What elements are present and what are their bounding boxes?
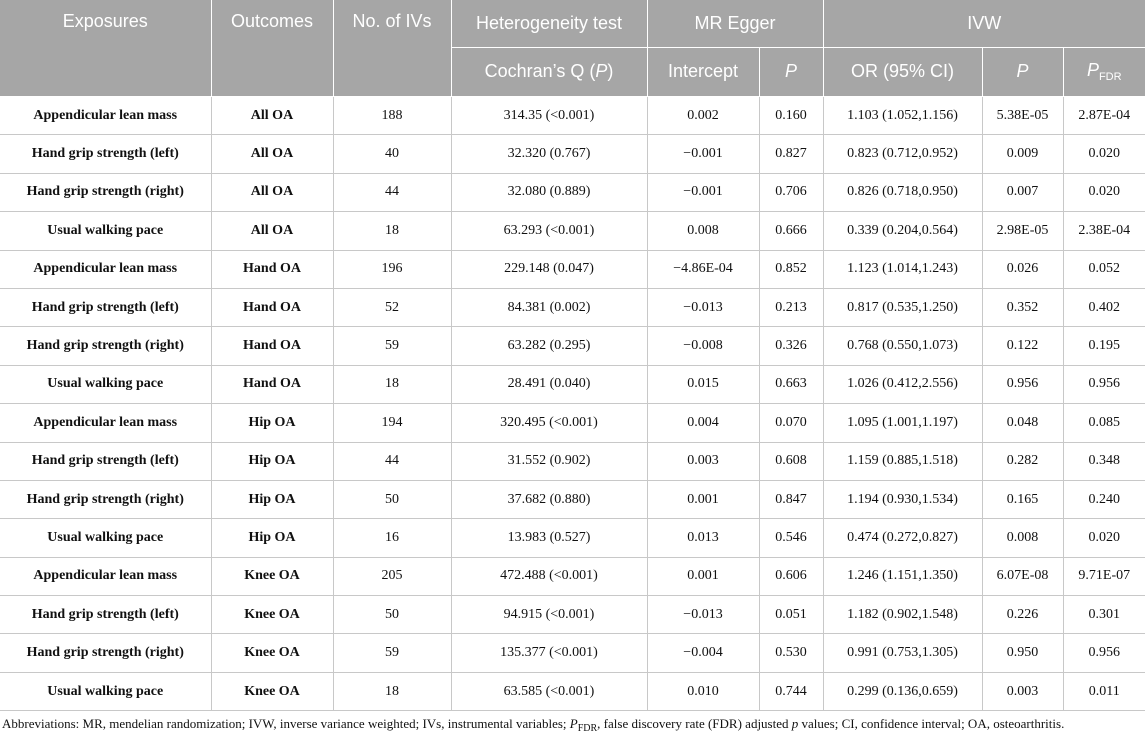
egger-p-cell: 0.530 bbox=[759, 634, 823, 672]
header-ivw-p bbox=[982, 48, 1063, 97]
cochran-q-cell: 32.320 (0.767) bbox=[451, 135, 647, 173]
ivw-p-cell: 0.352 bbox=[982, 288, 1063, 326]
intercept-cell: −0.001 bbox=[647, 173, 759, 211]
ivw-p-cell: 0.165 bbox=[982, 480, 1063, 518]
exposure-cell: Hand grip strength (right) bbox=[0, 327, 211, 365]
exposure-cell: Appendicular lean mass bbox=[0, 97, 211, 135]
table-row bbox=[0, 634, 1145, 672]
num-ivs-cell: 44 bbox=[333, 442, 451, 480]
table-row bbox=[0, 97, 1145, 135]
ivw-p-cell: 0.048 bbox=[982, 404, 1063, 442]
egger-p-cell: 0.852 bbox=[759, 250, 823, 288]
outcome-cell: Hand OA bbox=[211, 250, 333, 288]
p-fdr-cell: 2.38E-04 bbox=[1063, 212, 1145, 250]
intercept-cell: 0.001 bbox=[647, 480, 759, 518]
egger-p-cell: 0.706 bbox=[759, 173, 823, 211]
header-intercept: Intercept bbox=[647, 48, 759, 97]
exposure-cell: Appendicular lean mass bbox=[0, 404, 211, 442]
num-ivs-cell: 205 bbox=[333, 557, 451, 595]
cochran-q-label: Cochran’s Q bbox=[484, 61, 585, 82]
table-row bbox=[0, 250, 1145, 288]
ivw-p-cell: 0.950 bbox=[982, 634, 1063, 672]
header-egger-p bbox=[759, 48, 823, 97]
header-p-fdr bbox=[1063, 48, 1145, 97]
cochran-q-cell: 32.080 (0.889) bbox=[451, 173, 647, 211]
table-row bbox=[0, 480, 1145, 518]
header-or-ci: OR (95% CI) bbox=[823, 48, 982, 97]
cochran-q-cell: 314.35 (<0.001) bbox=[451, 97, 647, 135]
cochran-q-cell: 84.381 (0.002) bbox=[451, 288, 647, 326]
p-fdr-cell: 0.348 bbox=[1063, 442, 1145, 480]
or-ci-cell: 1.159 (0.885,1.518) bbox=[823, 442, 982, 480]
exposure-cell: Hand grip strength (left) bbox=[0, 596, 211, 634]
p-fdr-cell: 0.301 bbox=[1063, 596, 1145, 634]
egger-p-cell: 0.160 bbox=[759, 97, 823, 135]
outcome-cell: All OA bbox=[211, 212, 333, 250]
table-header bbox=[0, 0, 1145, 97]
egger-p-cell: 0.663 bbox=[759, 365, 823, 403]
intercept-cell: 0.015 bbox=[647, 365, 759, 403]
egger-p-cell: 0.070 bbox=[759, 404, 823, 442]
num-ivs-cell: 188 bbox=[333, 97, 451, 135]
or-ci-cell: 1.026 (0.412,2.556) bbox=[823, 365, 982, 403]
outcome-cell: Hand OA bbox=[211, 288, 333, 326]
intercept-cell: −0.013 bbox=[647, 596, 759, 634]
header-cochran-q: Cochran’s Q (P) bbox=[451, 48, 647, 97]
num-ivs-cell: 50 bbox=[333, 480, 451, 518]
num-ivs-cell: 59 bbox=[333, 634, 451, 672]
table-row bbox=[0, 596, 1145, 634]
num-ivs-cell: 50 bbox=[333, 596, 451, 634]
p-fdr-main: P bbox=[1086, 59, 1099, 80]
footnote-pfdr-sub: FDR bbox=[577, 723, 598, 734]
p-fdr-cell: 0.052 bbox=[1063, 250, 1145, 288]
header-ivw: IVW bbox=[823, 0, 1145, 48]
outcome-cell: Hand OA bbox=[211, 365, 333, 403]
or-ci-cell: 1.246 (1.151,1.350) bbox=[823, 557, 982, 595]
outcome-cell: All OA bbox=[211, 97, 333, 135]
cochran-q-cell: 13.983 (0.527) bbox=[451, 519, 647, 557]
p-fdr-cell: 0.956 bbox=[1063, 365, 1145, 403]
cochran-q-cell: 94.915 (<0.001) bbox=[451, 596, 647, 634]
intercept-cell: 0.003 bbox=[647, 442, 759, 480]
header-num-ivs: No. of IVs bbox=[333, 0, 451, 97]
ivw-p-cell: 0.009 bbox=[982, 135, 1063, 173]
cochran-q-cell: 37.682 (0.880) bbox=[451, 480, 647, 518]
intercept-cell: 0.001 bbox=[647, 557, 759, 595]
or-ci-cell: 1.095 (1.001,1.197) bbox=[823, 404, 982, 442]
outcome-cell: All OA bbox=[211, 173, 333, 211]
egger-p-cell: 0.051 bbox=[759, 596, 823, 634]
num-ivs-cell: 18 bbox=[333, 672, 451, 710]
exposure-cell: Appendicular lean mass bbox=[0, 250, 211, 288]
outcome-cell: Knee OA bbox=[211, 672, 333, 710]
exposure-cell: Hand grip strength (right) bbox=[0, 173, 211, 211]
egger-p-cell: 0.546 bbox=[759, 519, 823, 557]
header-exposures: Exposures bbox=[0, 0, 211, 97]
egger-p-cell: 0.666 bbox=[759, 212, 823, 250]
outcome-cell: All OA bbox=[211, 135, 333, 173]
outcome-cell: Knee OA bbox=[211, 557, 333, 595]
intercept-cell: −0.013 bbox=[647, 288, 759, 326]
outcome-cell: Knee OA bbox=[211, 596, 333, 634]
egger-p-label: P bbox=[784, 61, 797, 82]
or-ci-cell: 0.474 (0.272,0.827) bbox=[823, 519, 982, 557]
exposure-cell: Hand grip strength (left) bbox=[0, 135, 211, 173]
table-footnote bbox=[2, 714, 1142, 738]
p-fdr-cell: 2.87E-04 bbox=[1063, 97, 1145, 135]
exposure-cell: Usual walking pace bbox=[0, 365, 211, 403]
outcome-cell: Hip OA bbox=[211, 404, 333, 442]
ivw-p-cell: 0.226 bbox=[982, 596, 1063, 634]
egger-p-cell: 0.744 bbox=[759, 672, 823, 710]
ivw-p-cell: 6.07E-08 bbox=[982, 557, 1063, 595]
table-row bbox=[0, 135, 1145, 173]
or-ci-cell: 1.103 (1.052,1.156) bbox=[823, 97, 982, 135]
or-ci-cell: 0.826 (0.718,0.950) bbox=[823, 173, 982, 211]
table-row bbox=[0, 557, 1145, 595]
cochran-q-cell: 31.552 (0.902) bbox=[451, 442, 647, 480]
ivw-p-cell: 5.38E-05 bbox=[982, 97, 1063, 135]
num-ivs-cell: 196 bbox=[333, 250, 451, 288]
or-ci-cell: 0.991 (0.753,1.305) bbox=[823, 634, 982, 672]
table-row bbox=[0, 327, 1145, 365]
or-ci-cell: 0.768 (0.550,1.073) bbox=[823, 327, 982, 365]
ivw-p-cell: 0.282 bbox=[982, 442, 1063, 480]
table-body bbox=[0, 97, 1145, 711]
table-row bbox=[0, 672, 1145, 710]
table-row bbox=[0, 442, 1145, 480]
ivw-p-cell: 2.98E-05 bbox=[982, 212, 1063, 250]
cochran-q-cell: 135.377 (<0.001) bbox=[451, 634, 647, 672]
or-ci-cell: 1.182 (0.902,1.548) bbox=[823, 596, 982, 634]
cochran-q-cell: 229.148 (0.047) bbox=[451, 250, 647, 288]
or-ci-cell: 0.817 (0.535,1.250) bbox=[823, 288, 982, 326]
table-row bbox=[0, 365, 1145, 403]
intercept-cell: −0.001 bbox=[647, 135, 759, 173]
intercept-cell: 0.002 bbox=[647, 97, 759, 135]
exposure-cell: Hand grip strength (left) bbox=[0, 442, 211, 480]
or-ci-cell: 0.299 (0.136,0.659) bbox=[823, 672, 982, 710]
outcome-cell: Knee OA bbox=[211, 634, 333, 672]
egger-p-cell: 0.606 bbox=[759, 557, 823, 595]
ivw-p-cell: 0.007 bbox=[982, 173, 1063, 211]
intercept-cell: 0.004 bbox=[647, 404, 759, 442]
or-ci-cell: 1.123 (1.014,1.243) bbox=[823, 250, 982, 288]
p-fdr-cell: 0.240 bbox=[1063, 480, 1145, 518]
egger-p-cell: 0.326 bbox=[759, 327, 823, 365]
intercept-cell: 0.010 bbox=[647, 672, 759, 710]
exposure-cell: Usual walking pace bbox=[0, 519, 211, 557]
p-fdr-cell: 0.085 bbox=[1063, 404, 1145, 442]
p-fdr-cell: 0.195 bbox=[1063, 327, 1145, 365]
exposure-cell: Usual walking pace bbox=[0, 212, 211, 250]
exposure-cell: Appendicular lean mass bbox=[0, 557, 211, 595]
num-ivs-cell: 18 bbox=[333, 212, 451, 250]
table-row bbox=[0, 519, 1145, 557]
cochran-q-cell: 63.282 (0.295) bbox=[451, 327, 647, 365]
outcome-cell: Hip OA bbox=[211, 480, 333, 518]
p-fdr-cell: 0.402 bbox=[1063, 288, 1145, 326]
num-ivs-cell: 18 bbox=[333, 365, 451, 403]
egger-p-cell: 0.213 bbox=[759, 288, 823, 326]
num-ivs-cell: 40 bbox=[333, 135, 451, 173]
num-ivs-cell: 59 bbox=[333, 327, 451, 365]
egger-p-cell: 0.827 bbox=[759, 135, 823, 173]
ivw-p-cell: 0.122 bbox=[982, 327, 1063, 365]
table-row bbox=[0, 288, 1145, 326]
intercept-cell: 0.008 bbox=[647, 212, 759, 250]
ivw-p-cell: 0.956 bbox=[982, 365, 1063, 403]
num-ivs-cell: 44 bbox=[333, 173, 451, 211]
ivw-p-cell: 0.003 bbox=[982, 672, 1063, 710]
cochran-q-cell: 28.491 (0.040) bbox=[451, 365, 647, 403]
cochran-p-label: P bbox=[595, 61, 608, 82]
outcome-cell: Hip OA bbox=[211, 519, 333, 557]
ivw-p-cell: 0.026 bbox=[982, 250, 1063, 288]
footnote-part1: Abbreviations: MR, mendelian randomization; IVW, inverse variance weighted; IVs, instrumental variables; bbox=[2, 716, 570, 731]
exposure-cell: Hand grip strength (left) bbox=[0, 288, 211, 326]
p-fdr-cell: 9.71E-07 bbox=[1063, 557, 1145, 595]
p-fdr-cell: 0.020 bbox=[1063, 519, 1145, 557]
table-row bbox=[0, 173, 1145, 211]
intercept-cell: −0.004 bbox=[647, 634, 759, 672]
header-outcomes: Outcomes bbox=[211, 0, 333, 97]
footnote-pfdr: P bbox=[569, 716, 578, 731]
footnote-p-italic: p bbox=[791, 716, 799, 731]
ivw-p-cell: 0.008 bbox=[982, 519, 1063, 557]
num-ivs-cell: 16 bbox=[333, 519, 451, 557]
or-ci-cell: 0.339 (0.204,0.564) bbox=[823, 212, 982, 250]
or-ci-cell: 0.823 (0.712,0.952) bbox=[823, 135, 982, 173]
intercept-cell: 0.013 bbox=[647, 519, 759, 557]
footnote-part3: values; CI, confidence interval; OA, osteoarthritis. bbox=[798, 716, 1065, 731]
p-fdr-sub: FDR bbox=[1098, 70, 1122, 83]
p-fdr-cell: 0.020 bbox=[1063, 173, 1145, 211]
egger-p-cell: 0.608 bbox=[759, 442, 823, 480]
table-row bbox=[0, 404, 1145, 442]
cochran-q-cell: 63.585 (<0.001) bbox=[451, 672, 647, 710]
p-fdr-cell: 0.956 bbox=[1063, 634, 1145, 672]
or-ci-cell: 1.194 (0.930,1.534) bbox=[823, 480, 982, 518]
exposure-cell: Hand grip strength (right) bbox=[0, 480, 211, 518]
footnote-part2: , false discovery rate (FDR) adjusted bbox=[597, 716, 792, 731]
cochran-q-cell: 472.488 (<0.001) bbox=[451, 557, 647, 595]
ivw-p-label: P bbox=[1016, 61, 1029, 82]
header-mr-egger: MR Egger bbox=[647, 0, 823, 48]
outcome-cell: Hip OA bbox=[211, 442, 333, 480]
header-heterogeneity: Heterogeneity test bbox=[451, 0, 647, 48]
egger-p-cell: 0.847 bbox=[759, 480, 823, 518]
p-fdr-cell: 0.020 bbox=[1063, 135, 1145, 173]
exposure-cell: Usual walking pace bbox=[0, 672, 211, 710]
exposure-cell: Hand grip strength (right) bbox=[0, 634, 211, 672]
intercept-cell: −4.86E-04 bbox=[647, 250, 759, 288]
num-ivs-cell: 52 bbox=[333, 288, 451, 326]
table-row bbox=[0, 212, 1145, 250]
intercept-cell: −0.008 bbox=[647, 327, 759, 365]
cochran-q-cell: 63.293 (<0.001) bbox=[451, 212, 647, 250]
p-fdr-cell: 0.011 bbox=[1063, 672, 1145, 710]
outcome-cell: Hand OA bbox=[211, 327, 333, 365]
cochran-q-cell: 320.495 (<0.001) bbox=[451, 404, 647, 442]
num-ivs-cell: 194 bbox=[333, 404, 451, 442]
